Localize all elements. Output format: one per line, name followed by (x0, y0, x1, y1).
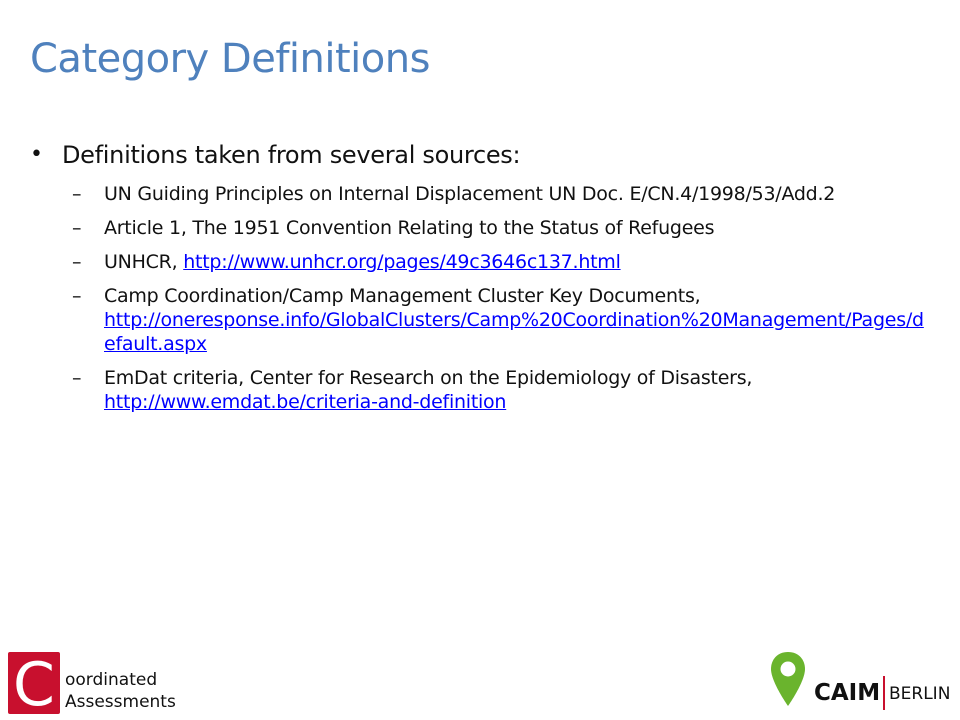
sub-item-emdat (30, 366, 930, 414)
bullet-text: Definitions taken from several sources: (62, 141, 521, 169)
sub-item-1951-convention (30, 216, 930, 240)
sub-item-text: UNHCR, (104, 251, 184, 273)
sub-item-text: Camp Coordination/Camp Management Cluster Key Documents, (104, 285, 701, 307)
oneresponse-link[interactable]: http://oneresponse.info/GlobalClusters/Camp%20Coordination%20Management/Pages/default.aspx (104, 309, 924, 355)
dash-icon: – (72, 217, 82, 239)
slide-title: Category Definitions (30, 36, 430, 82)
location-pin-icon (768, 650, 808, 710)
emdat-link[interactable]: http://www.emdat.be/criteria-and-definition (104, 391, 507, 413)
sub-item-unhcr (30, 250, 930, 274)
caim-berlin-logo (768, 648, 950, 716)
logo-berlin-text: BERLIN (889, 684, 951, 704)
sub-item-text: UN Guiding Principles on Internal Displacement UN Doc. E/CN.4/1998/53/Add.2 (104, 183, 836, 205)
bullet-item (30, 140, 930, 170)
logo-line-2: Assessments (65, 692, 176, 712)
sub-item-text: EmDat criteria, Center for Research on the Epidemiology of Disasters, (104, 367, 753, 389)
dash-icon: – (72, 183, 82, 205)
slide-content (30, 140, 930, 424)
logo-c-letter: C (13, 650, 55, 720)
dash-icon: – (72, 251, 82, 273)
sub-item-un-guiding-principles (30, 182, 930, 206)
sub-list (30, 182, 930, 414)
logo-line-1: oordinated (65, 670, 158, 690)
dash-icon: – (72, 367, 82, 389)
sub-item-text: Article 1, The 1951 Convention Relating to the Status of Refugees (104, 217, 715, 239)
unhcr-link[interactable]: http://www.unhcr.org/pages/49c3646c137.html (183, 251, 621, 273)
dash-icon: – (72, 285, 82, 307)
sub-item-cccm-cluster (30, 284, 930, 356)
logo-caim-text: CAIM (814, 680, 881, 706)
logo-c-box (8, 650, 60, 720)
bullet-dot-icon: • (30, 142, 43, 167)
logo-divider (883, 676, 885, 710)
coordinated-assessments-logo (8, 648, 178, 720)
